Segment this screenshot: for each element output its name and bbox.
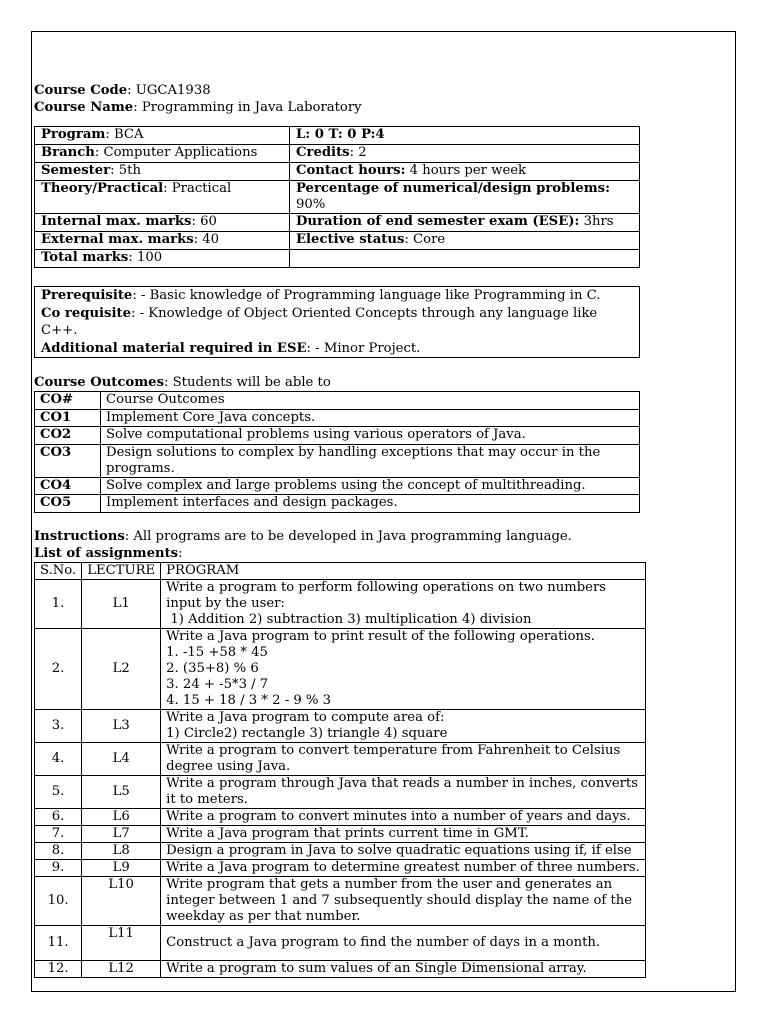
co-row xyxy=(35,444,640,477)
assignment-program xyxy=(161,808,646,825)
info-left-value: : 100 xyxy=(128,250,163,265)
info-right-cell xyxy=(290,163,640,181)
program-line: 1. -15 +58 * 45 xyxy=(166,644,268,660)
program-line: weekday as per that number. xyxy=(166,908,361,924)
info-right-label: Elective status xyxy=(296,232,405,247)
program-line: Write a program to convert minutes into a number of years and days. xyxy=(166,808,631,824)
info-left-value: : 5th xyxy=(110,163,141,178)
program-line: Construct a Java program to find the number of days in a month. xyxy=(166,934,601,950)
prerequisite-value: : - Basic knowledge of Programming language like Programming in C. xyxy=(132,288,601,303)
info-row xyxy=(35,181,640,214)
prerequisite-line xyxy=(41,305,633,340)
assignment-row xyxy=(35,842,646,859)
info-right-cell xyxy=(290,232,640,250)
program-line: Write a Java program to compute area of: xyxy=(166,709,445,725)
info-left-cell xyxy=(35,214,290,232)
assignment-row xyxy=(35,709,646,742)
assignment-lecture: L7 xyxy=(82,825,161,842)
info-right-value: 3hrs xyxy=(579,214,614,229)
assignment-program xyxy=(161,876,646,925)
info-right-value: 90% xyxy=(296,197,326,212)
info-right-cell xyxy=(290,250,640,268)
header-lecture: LECTURE xyxy=(82,562,161,579)
assignment-sno: 12. xyxy=(35,960,82,977)
co-id: CO1 xyxy=(35,409,101,427)
program-line: 1) Circle2) rectangle 3) triangle 4) square xyxy=(166,725,448,741)
info-left-label: Internal max. marks xyxy=(41,214,192,229)
info-left-value: : Computer Applications xyxy=(94,145,258,160)
program-line: Write program that gets a number from the user and generates an xyxy=(166,876,613,892)
co-id: CO5 xyxy=(35,495,101,513)
assignment-lecture: L11 xyxy=(82,925,161,960)
program-line: integer between 1 and 7 subsequently should display the name of the xyxy=(166,892,633,908)
assignment-sno: 8. xyxy=(35,842,82,859)
assignment-sno: 11. xyxy=(35,925,82,960)
assignment-program xyxy=(161,842,646,859)
assignment-program xyxy=(161,628,646,709)
co-header-id: CO# xyxy=(35,392,101,410)
assignment-lecture: L9 xyxy=(82,859,161,876)
co-text: Solve complex and large problems using the concept of multithreading. xyxy=(101,477,640,495)
info-left-cell xyxy=(35,181,290,214)
info-left-label: Theory/Practical xyxy=(41,181,164,196)
info-row xyxy=(35,163,640,181)
co-row xyxy=(35,477,640,495)
program-line: input by the user: xyxy=(166,595,285,611)
prerequisite-line xyxy=(41,287,633,305)
info-right-label: L: 0 T: 0 P:4 xyxy=(296,127,385,142)
course-outcomes-intro: Course Outcomes: Students will be able to xyxy=(34,375,331,390)
info-left-value: : BCA xyxy=(105,127,144,142)
co-header-text: Course Outcomes xyxy=(101,392,640,410)
info-left-label: Semester xyxy=(41,163,111,178)
prerequisite-cell xyxy=(35,287,640,358)
prerequisite-label: Prerequisite xyxy=(41,288,133,303)
prerequisite-line xyxy=(41,340,633,358)
info-right-value: : 2 xyxy=(349,145,367,160)
assignment-row xyxy=(35,742,646,775)
assignment-program xyxy=(161,925,646,960)
course-code: Course Code: UGCA1938 xyxy=(34,83,211,98)
info-right-cell xyxy=(290,145,640,163)
assignment-lecture: L12 xyxy=(82,960,161,977)
assignment-program xyxy=(161,709,646,742)
program-line: Write a Java program to print result of the following operations. xyxy=(166,628,595,644)
info-right-label: Duration of end semester exam (ESE): xyxy=(296,214,580,229)
assignment-row xyxy=(35,925,646,960)
info-left-cell xyxy=(35,127,290,145)
document-content xyxy=(34,82,640,978)
assignment-program xyxy=(161,859,646,876)
info-right-label: Credits xyxy=(296,145,350,160)
header-sno: S.No. xyxy=(35,562,82,579)
co-text: Implement interfaces and design packages. xyxy=(101,495,640,513)
co-text: Implement Core Java concepts. xyxy=(101,409,640,427)
info-right-cell xyxy=(290,214,640,232)
info-row xyxy=(35,127,640,145)
info-right-label: Contact hours: xyxy=(296,163,406,178)
list-of-assignments-heading: List of assignments: xyxy=(34,545,183,561)
assignment-row xyxy=(35,808,646,825)
assignments-header-row xyxy=(35,562,646,579)
assignment-row xyxy=(35,825,646,842)
course-info-table xyxy=(34,126,640,268)
info-row xyxy=(35,232,640,250)
assignment-row xyxy=(35,859,646,876)
prerequisite-value: : - Knowledge of Object Oriented Concepts through any language like C++. xyxy=(41,305,598,338)
instructions: Instructions: All programs are to be developed in Java programming language. xyxy=(34,528,572,544)
assignment-lecture: L8 xyxy=(82,842,161,859)
prerequisite-label: Co requisite xyxy=(41,305,131,321)
co-text: Design solutions to complex by handling exceptions that may occur in the programs. xyxy=(101,444,640,477)
assignment-row xyxy=(35,775,646,808)
prerequisite-box xyxy=(34,286,640,358)
assignment-lecture: L6 xyxy=(82,808,161,825)
assignment-sno: 2. xyxy=(35,628,82,709)
assignment-program xyxy=(161,825,646,842)
assignment-sno: 4. xyxy=(35,742,82,775)
info-left-label: External max. marks xyxy=(41,232,194,247)
course-outcomes-table xyxy=(34,391,640,513)
assignment-row xyxy=(35,628,646,709)
program-line: Write a program to perform following operations on two numbers xyxy=(166,579,607,595)
info-left-cell xyxy=(35,232,290,250)
co-row xyxy=(35,427,640,445)
co-id: CO2 xyxy=(35,427,101,445)
program-line: 1) Addition 2) subtraction 3) multiplication 4) division xyxy=(166,611,532,627)
prerequisite-value: : - Minor Project. xyxy=(306,340,421,356)
program-line: Write a Java program to determine greatest number of three numbers. xyxy=(166,859,640,875)
assignment-row xyxy=(35,876,646,925)
program-line: 2. (35+8) % 6 xyxy=(166,660,259,676)
assignment-sno: 6. xyxy=(35,808,82,825)
program-line: Write a Java program that prints current time in GMT. xyxy=(166,825,529,841)
assignment-sno: 3. xyxy=(35,709,82,742)
co-id: CO3 xyxy=(35,444,101,477)
assignment-sno: 9. xyxy=(35,859,82,876)
info-row xyxy=(35,214,640,232)
assignment-sno: 1. xyxy=(35,579,82,628)
co-header-row xyxy=(35,392,640,410)
program-line: 4. 15 + 18 / 3 * 2 - 9 % 3 xyxy=(166,692,332,708)
co-row xyxy=(35,409,640,427)
assignment-lecture: L10 xyxy=(82,876,161,925)
program-line: degree using Java. xyxy=(166,758,291,774)
assignment-row xyxy=(35,579,646,628)
assignment-lecture: L5 xyxy=(82,775,161,808)
info-left-label: Program xyxy=(41,127,106,142)
course-name: Course Name: Programming in Java Laboratory xyxy=(34,100,362,115)
info-left-cell xyxy=(35,250,290,268)
assignment-sno: 5. xyxy=(35,775,82,808)
co-id: CO4 xyxy=(35,477,101,495)
info-right-cell xyxy=(290,181,640,214)
program-line: Write a program to sum values of an Single Dimensional array. xyxy=(166,960,587,976)
info-left-value: : Practical xyxy=(163,181,232,196)
assignments-table xyxy=(34,562,646,978)
assignment-sno: 10. xyxy=(35,876,82,925)
assignment-program xyxy=(161,960,646,977)
assignment-sno: 7. xyxy=(35,825,82,842)
assignment-program xyxy=(161,775,646,808)
info-right-cell xyxy=(290,127,640,145)
assignment-row xyxy=(35,960,646,977)
info-right-value: : Core xyxy=(404,232,446,247)
info-right-label: Percentage of numerical/design problems: xyxy=(296,181,610,196)
program-line: Write a program through Java that reads a number in inches, converts xyxy=(166,775,638,791)
program-line: Design a program in Java to solve quadratic equations using if, if else xyxy=(166,842,632,858)
info-left-value: : 40 xyxy=(193,232,220,247)
program-line: it to meters. xyxy=(166,791,248,807)
assignment-program xyxy=(161,579,646,628)
info-right-value: 4 hours per week xyxy=(405,163,527,178)
assignment-lecture: L1 xyxy=(82,579,161,628)
program-line: 3. 24 + -5*3 / 7 xyxy=(166,676,269,692)
info-left-cell xyxy=(35,163,290,181)
assignment-program xyxy=(161,742,646,775)
assignment-lecture: L3 xyxy=(82,709,161,742)
assignment-lecture: L4 xyxy=(82,742,161,775)
header-program: PROGRAM xyxy=(161,562,646,579)
info-row xyxy=(35,145,640,163)
co-text: Solve computational problems using various operators of Java. xyxy=(101,427,640,445)
co-row xyxy=(35,495,640,513)
assignment-lecture: L2 xyxy=(82,628,161,709)
prerequisite-label: Additional material required in ESE xyxy=(41,340,307,356)
info-left-label: Branch xyxy=(41,145,95,160)
program-line: Write a program to convert temperature from Fahrenheit to Celsius xyxy=(166,742,621,758)
info-left-cell xyxy=(35,145,290,163)
info-left-label: Total marks xyxy=(41,250,129,265)
info-left-value: : 60 xyxy=(191,214,217,229)
info-row xyxy=(35,250,640,268)
